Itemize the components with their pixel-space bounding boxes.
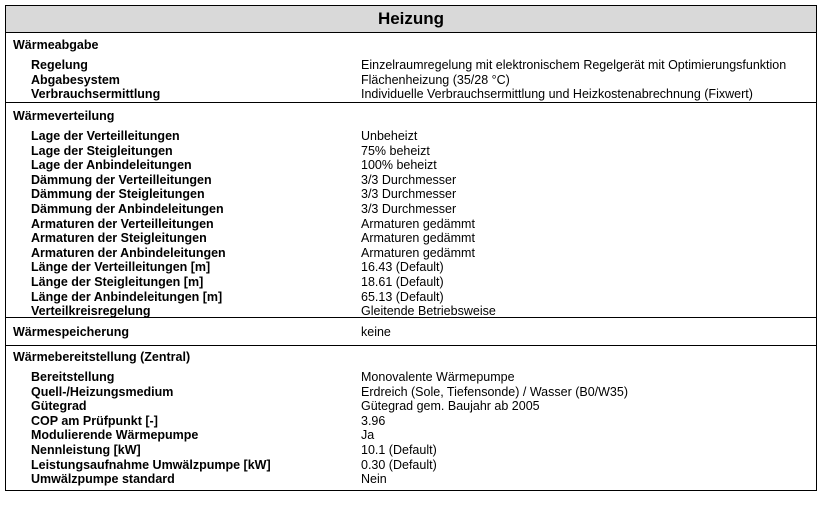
row-label: Gütegrad	[31, 399, 87, 414]
row-value: Nein	[361, 472, 387, 487]
row-value: Flächenheizung (35/28 °C)	[361, 72, 510, 87]
table-row	[6, 58, 816, 73]
section-heading: Wärmebereitstellung (Zentral)	[13, 350, 191, 364]
table-row	[6, 158, 816, 173]
table-row	[6, 217, 816, 232]
row-label: Dämmung der Steigleitungen	[31, 187, 205, 202]
row-value: Einzelraumregelung mit elektronischem Regelgerät mit Optimierungsfunktion	[361, 58, 787, 72]
table-row	[6, 275, 816, 290]
table-row	[6, 87, 816, 102]
row-value: Gleitende Betriebsweise	[361, 304, 496, 319]
table-row	[6, 370, 816, 385]
table-row	[6, 202, 816, 217]
row-value: Monovalente Wärmepumpe	[361, 370, 515, 384]
table-row	[6, 231, 816, 246]
row-value: 3/3 Durchmesser	[361, 187, 457, 202]
row-label: Lage der Anbindeleitungen	[31, 158, 192, 173]
row-value: Ja	[361, 428, 375, 443]
section-rows	[6, 58, 816, 102]
row-value: 16.43 (Default)	[361, 260, 444, 275]
row-label: Abgabesystem	[31, 72, 120, 87]
row-value: 3/3 Durchmesser	[361, 172, 457, 187]
row-value: Gütegrad gem. Baujahr ab 2005	[361, 399, 540, 414]
row-value: Individuelle Verbrauchsermittlung und Heizkostenabrechnung (Fixwert)	[361, 87, 753, 102]
row-label: Lage der Steigleitungen	[31, 143, 173, 158]
row-value: 3.96	[361, 413, 386, 428]
table-row	[6, 129, 816, 144]
section-waermeverteilung	[6, 103, 816, 318]
heating-table	[5, 5, 817, 491]
row-value: 18.61 (Default)	[361, 274, 444, 289]
row-label: Armaturen der Steigleitungen	[31, 231, 207, 246]
table-row	[6, 260, 816, 275]
row-value: 100% beheizt	[361, 158, 437, 173]
row-label: Nennleistung [kW]	[31, 442, 141, 457]
table-row	[6, 399, 816, 414]
row-value: Armaturen gedämmt	[361, 231, 475, 246]
table-row	[6, 385, 816, 400]
row-label: Bereitstellung	[31, 370, 115, 384]
row-label: Dämmung der Anbindeleitungen	[31, 201, 224, 216]
row-value: 75% beheizt	[361, 143, 430, 158]
table-title: Heizung	[6, 6, 816, 33]
table-row	[6, 472, 816, 487]
section-value: keine	[361, 325, 391, 339]
row-label: Länge der Steigleitungen [m]	[31, 274, 204, 289]
section-waermeabgabe	[6, 33, 816, 103]
table-row	[6, 443, 816, 458]
row-label: Armaturen der Verteilleitungen	[31, 216, 214, 231]
section-heading: Wärmeverteilung	[13, 109, 115, 123]
row-label: Dämmung der Verteilleitungen	[31, 172, 212, 187]
section-waermespeicherung	[6, 318, 816, 346]
table-row	[6, 458, 816, 473]
row-label: Armaturen der Anbindeleitungen	[31, 245, 226, 260]
section-heading: Wärmespeicherung	[13, 325, 130, 339]
row-value: 65.13 (Default)	[361, 289, 444, 304]
table-row	[6, 246, 816, 261]
table-row	[6, 173, 816, 188]
section-rows	[6, 370, 816, 487]
table-row	[6, 428, 816, 443]
row-value: 10.1 (Default)	[361, 442, 437, 457]
row-label: Regelung	[31, 58, 88, 72]
row-label: Modulierende Wärmepumpe	[31, 428, 199, 443]
row-label: Lage der Verteilleitungen	[31, 129, 180, 143]
table-row	[6, 73, 816, 88]
table-row	[6, 290, 816, 305]
row-value: 0.30 (Default)	[361, 457, 437, 472]
row-label: Leistungsaufnahme Umwälzpumpe [kW]	[31, 457, 271, 472]
row-label: Umwälzpumpe standard	[31, 472, 175, 487]
row-value: Armaturen gedämmt	[361, 216, 475, 231]
row-label: Verteilkreisregelung	[31, 304, 151, 319]
row-label: Länge der Verteilleitungen [m]	[31, 260, 211, 275]
row-value: 3/3 Durchmesser	[361, 201, 457, 216]
section-rows	[6, 129, 816, 319]
section-heading: Wärmeabgabe	[13, 38, 99, 52]
section-waermebereitstellung	[6, 346, 816, 487]
row-label: Länge der Anbindeleitungen [m]	[31, 289, 223, 304]
row-label: Quell-/Heizungsmedium	[31, 384, 174, 399]
row-label: Verbrauchsermittlung	[31, 87, 161, 102]
table-row	[6, 304, 816, 319]
row-label: COP am Prüfpunkt [-]	[31, 413, 158, 428]
row-value: Armaturen gedämmt	[361, 245, 475, 260]
row-value: Unbeheizt	[361, 129, 418, 143]
table-row	[6, 414, 816, 429]
table-row	[6, 144, 816, 159]
row-value: Erdreich (Sole, Tiefensonde) / Wasser (B0/W35)	[361, 384, 628, 399]
table-row	[6, 187, 816, 202]
